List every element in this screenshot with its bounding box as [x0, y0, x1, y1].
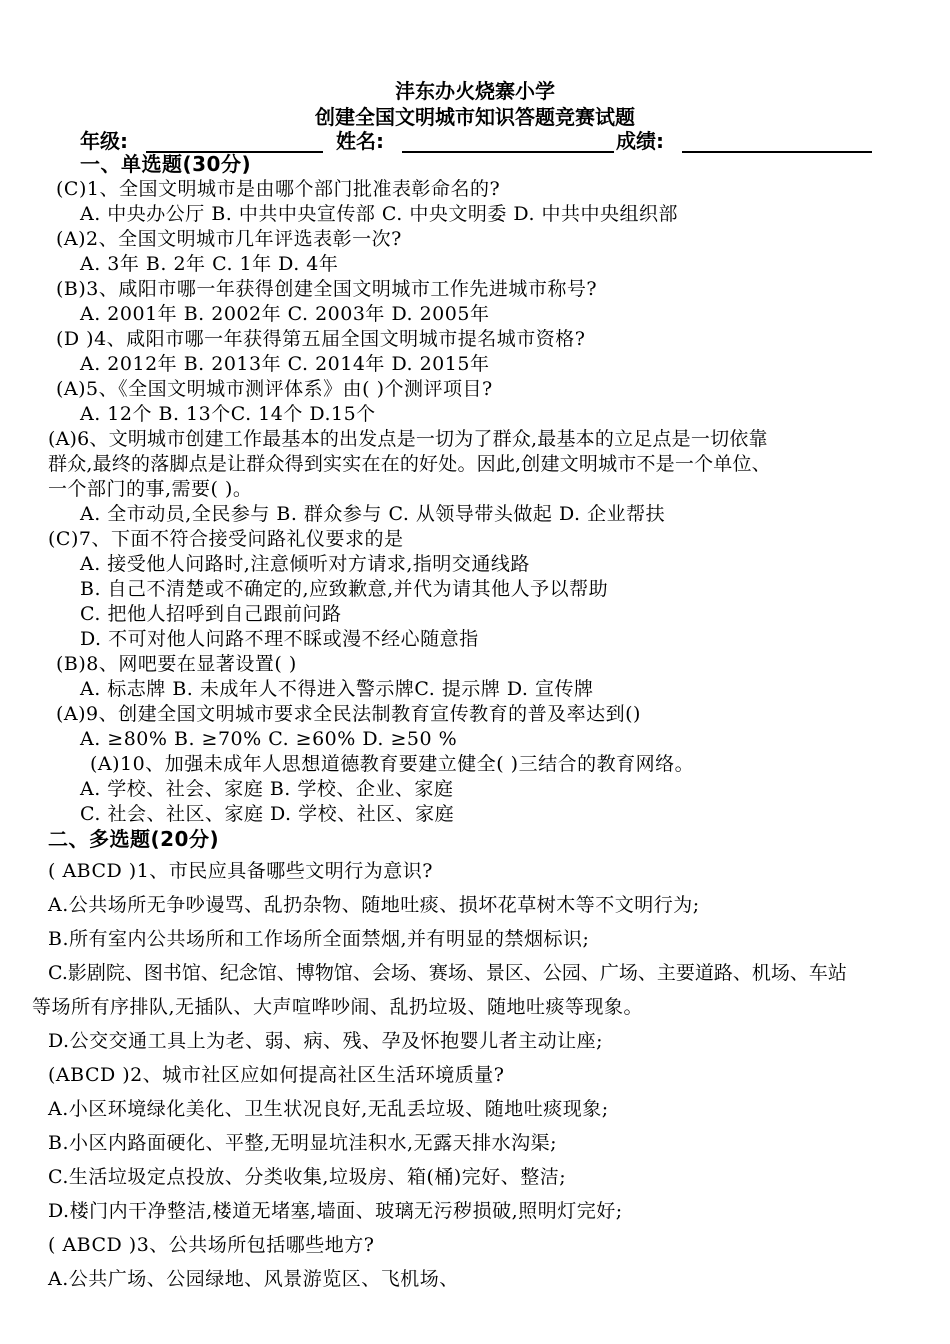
option-line: A.公共广场、公园绿地、风景游览区、飞机场、: [48, 1268, 459, 1290]
option-line: A. 全市动员,全民参与 B. 群众参与 C. 从领导带头做起 D. 企业帮扶: [80, 503, 666, 525]
option-line: B. 自己不清楚或不确定的,应致歉意,并代为请其他人予以帮助: [80, 578, 609, 600]
name-label: 姓名:: [336, 129, 384, 153]
question-line: (C)1、全国文明城市是由哪个部门批准表彰命名的?: [56, 178, 501, 200]
option-line: B.所有室内公共场所和工作场所全面禁烟,并有明显的禁烟标识;: [48, 928, 590, 950]
name-field[interactable]: [402, 151, 614, 153]
option-line: C.生活垃圾定点投放、分类收集,垃圾房、箱(桶)完好、整洁;: [48, 1166, 567, 1188]
page-title: 创建全国文明城市知识答题竞赛试题: [315, 105, 635, 129]
option-line: A. 12个 B. 13个C. 14个 D.15个: [80, 403, 376, 425]
option-line: A.公共场所无争吵谩骂、乱扔杂物、随地吐痰、损坏花草树木等不文明行为;: [48, 894, 700, 916]
question-line: (C)7、下面不符合接受问路礼仪要求的是: [48, 528, 404, 550]
question-line: (A)2、全国文明城市几年评选表彰一次?: [56, 228, 402, 250]
question-line: (ABCD )2、城市社区应如何提高社区生活环境质量?: [48, 1064, 505, 1086]
section-heading-single-choice: 一、单选题(30分): [80, 152, 252, 176]
option-line: A. 学校、社会、家庭 B. 学校、企业、家庭: [80, 778, 454, 800]
question-line: ( ABCD )3、公共场所包括哪些地方?: [48, 1234, 375, 1256]
question-line: (A)6、文明城市创建工作最基本的出发点是一切为了群众,最基本的立足点是一切依靠: [48, 428, 768, 450]
option-line: B.小区内路面硬化、平整,无明显坑洼积水,无露天排水沟渠;: [48, 1132, 557, 1154]
option-line: A. 标志牌 B. 未成年人不得进入警示牌C. 提示牌 D. 宣传牌: [80, 678, 594, 700]
option-line: C.影剧院、图书馆、纪念馆、博物馆、会场、赛场、景区、公园、广场、主要道路、机场、车站: [48, 962, 847, 984]
option-line: D.楼门内干净整洁,楼道无堵塞,墙面、玻璃无污秽损破,照明灯完好;: [48, 1200, 623, 1222]
question-line: (A)5、《全国文明城市测评体系》由( )个测评项目?: [56, 378, 493, 400]
grade-label: 年级:: [80, 129, 128, 153]
question-line: (B)8、网吧要在显著设置( ): [56, 653, 297, 675]
question-line: ( ABCD )1、市民应具备哪些文明行为意识?: [48, 860, 433, 882]
option-line: A.小区环境绿化美化、卫生状况良好,无乱丢垃圾、随地吐痰现象;: [48, 1098, 609, 1120]
school-name: 沣东办火烧寨小学: [395, 79, 555, 103]
option-line: A. 2012年 B. 2013年 C. 2014年 D. 2015年: [80, 353, 490, 375]
option-line: 等场所有序排队,无插队、大声喧哗吵闹、乱扔垃圾、随地吐痰等现象。: [32, 996, 644, 1018]
option-line: A. 中央办公厅 B. 中共中央宣传部 C. 中央文明委 D. 中共中央组织部: [80, 203, 679, 225]
option-line: A. 接受他人问路时,注意倾听对方请求,指明交通线路: [80, 553, 530, 575]
question-line: 群众,最终的落脚点是让群众得到实实在在的好处。因此,创建文明城市不是一个单位、: [48, 453, 771, 475]
question-line: 一个部门的事,需要( )。: [48, 478, 253, 500]
question-line: (D )4、咸阳市哪一年获得第五届全国文明城市提名城市资格?: [56, 328, 586, 350]
question-line: (A)10、加强未成年人思想道德教育要建立健全( )三结合的教育网络。: [90, 753, 695, 775]
option-line: A. ≥80% B. ≥70% C. ≥60% D. ≥50 %: [80, 728, 458, 750]
score-label: 成绩:: [616, 129, 664, 153]
option-line: A. 3年 B. 2年 C. 1年 D. 4年: [80, 253, 339, 275]
option-line: D.公交交通工具上为老、弱、病、残、孕及怀抱婴儿者主动让座;: [48, 1030, 603, 1052]
option-line: A. 2001年 B. 2002年 C. 2003年 D. 2005年: [80, 303, 490, 325]
score-field[interactable]: [682, 151, 872, 153]
option-line: C. 社会、社区、家庭 D. 学校、社区、家庭: [80, 803, 455, 825]
question-line: (A)9、创建全国文明城市要求全民法制教育宣传教育的普及率达到(): [56, 703, 641, 725]
option-line: D. 不可对他人问路不理不睬或漫不经心随意指: [80, 628, 479, 650]
option-line: C. 把他人招呼到自己跟前问路: [80, 603, 342, 625]
question-line: (B)3、咸阳市哪一年获得创建全国文明城市工作先进城市称号?: [56, 278, 598, 300]
section-heading-multiple-choice: 二、多选题(20分): [48, 827, 220, 851]
